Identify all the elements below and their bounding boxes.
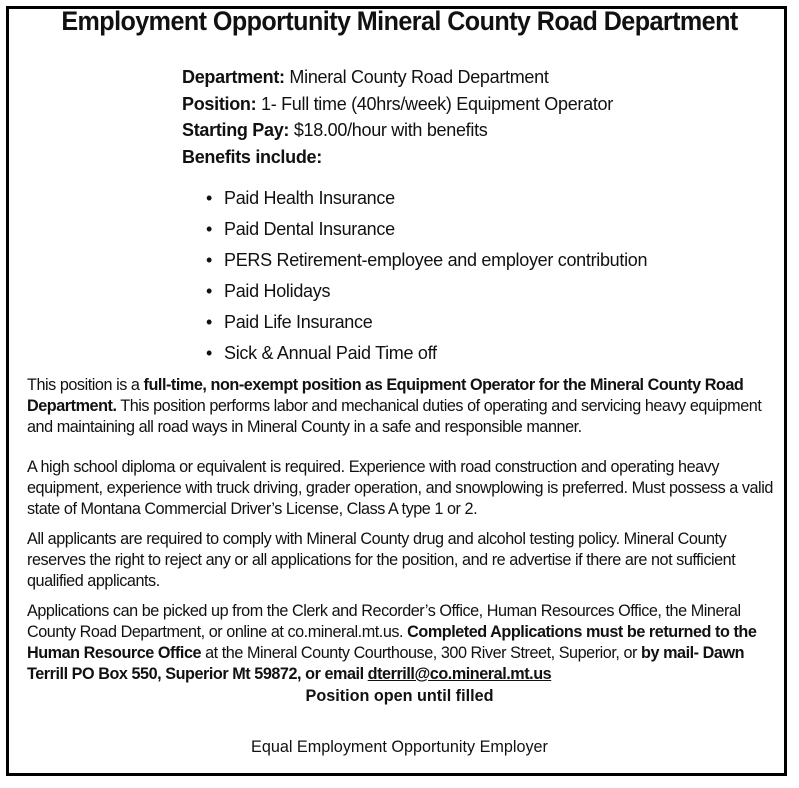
position-label: Position:: [182, 93, 257, 114]
benefit-item: • PERS Retirement-employee and employer contribution: [206, 245, 647, 276]
eoe-statement: Equal Employment Opportunity Employer: [251, 738, 548, 756]
benefit-item: • Paid Dental Insurance: [206, 214, 647, 245]
pay-label: Starting Pay:: [182, 120, 290, 140]
benefit-item: • Paid Life Insurance: [206, 307, 647, 338]
position-value: 1- Full time (40hrs/week) Equipment Operator: [261, 93, 613, 114]
benefit-item: • Sick & Annual Paid Time off: [206, 338, 647, 369]
benefit-item: • Paid Health Insurance: [206, 183, 647, 214]
benefits-list: [206, 183, 647, 369]
page-title: Employment Opportunity Mineral County Road Department: [61, 6, 738, 36]
position-line: [182, 91, 613, 118]
email-link[interactable]: dterrill@co.mineral.mt.us: [367, 665, 552, 683]
pay-value: $18.00/hour with benefits: [293, 120, 488, 140]
pay-line: [182, 117, 613, 144]
application-paragraph: Applications can be picked up from the Clerk and Recorder’s Office, Human Resources Office, the Mineral County Road Department, or online at co.mineral.mt.us. Completed Applications must be returned to the Human Resource Office at the Mineral County Courthouse, 300 River Street, Superior, or by mail- Dawn Terrill PO Box 550, Superior Mt 59872, or email dterrill@co.mineral.mt.us: [27, 602, 757, 683]
position-description: This position is a full-time, non-exempt position as Equipment Operator for the Mineral County Road Department. This position performs labor and mechanical duties of operating and servicing heavy equipment and maintaining all road ways in Mineral County in a safe and responsible manner.: [27, 376, 762, 436]
policy-paragraph: All applicants are required to comply with Mineral County drug and alcohol testing policy. Mineral County reserves the right to reject any or all applications for the position, and re advertise if there are not sufficient qualified applicants.: [27, 530, 736, 590]
department-line: [182, 64, 613, 91]
department-value: Mineral County Road Department: [289, 67, 549, 87]
benefit-item: • Paid Holidays: [206, 276, 647, 307]
job-details: [182, 64, 613, 170]
department-label: Department:: [182, 67, 285, 87]
position-open-note: Position open until filled: [305, 687, 494, 705]
requirements-paragraph: A high school diploma or equivalent is required. Experience with road construction and operating heavy equipment, experience with truck driving, grader operation, and snowplowing is preferred. Must possess a valid state of Montana Commercial Driver’s License, Class A type 1 or 2.: [27, 458, 773, 518]
benefits-heading: Benefits include:: [182, 146, 322, 167]
